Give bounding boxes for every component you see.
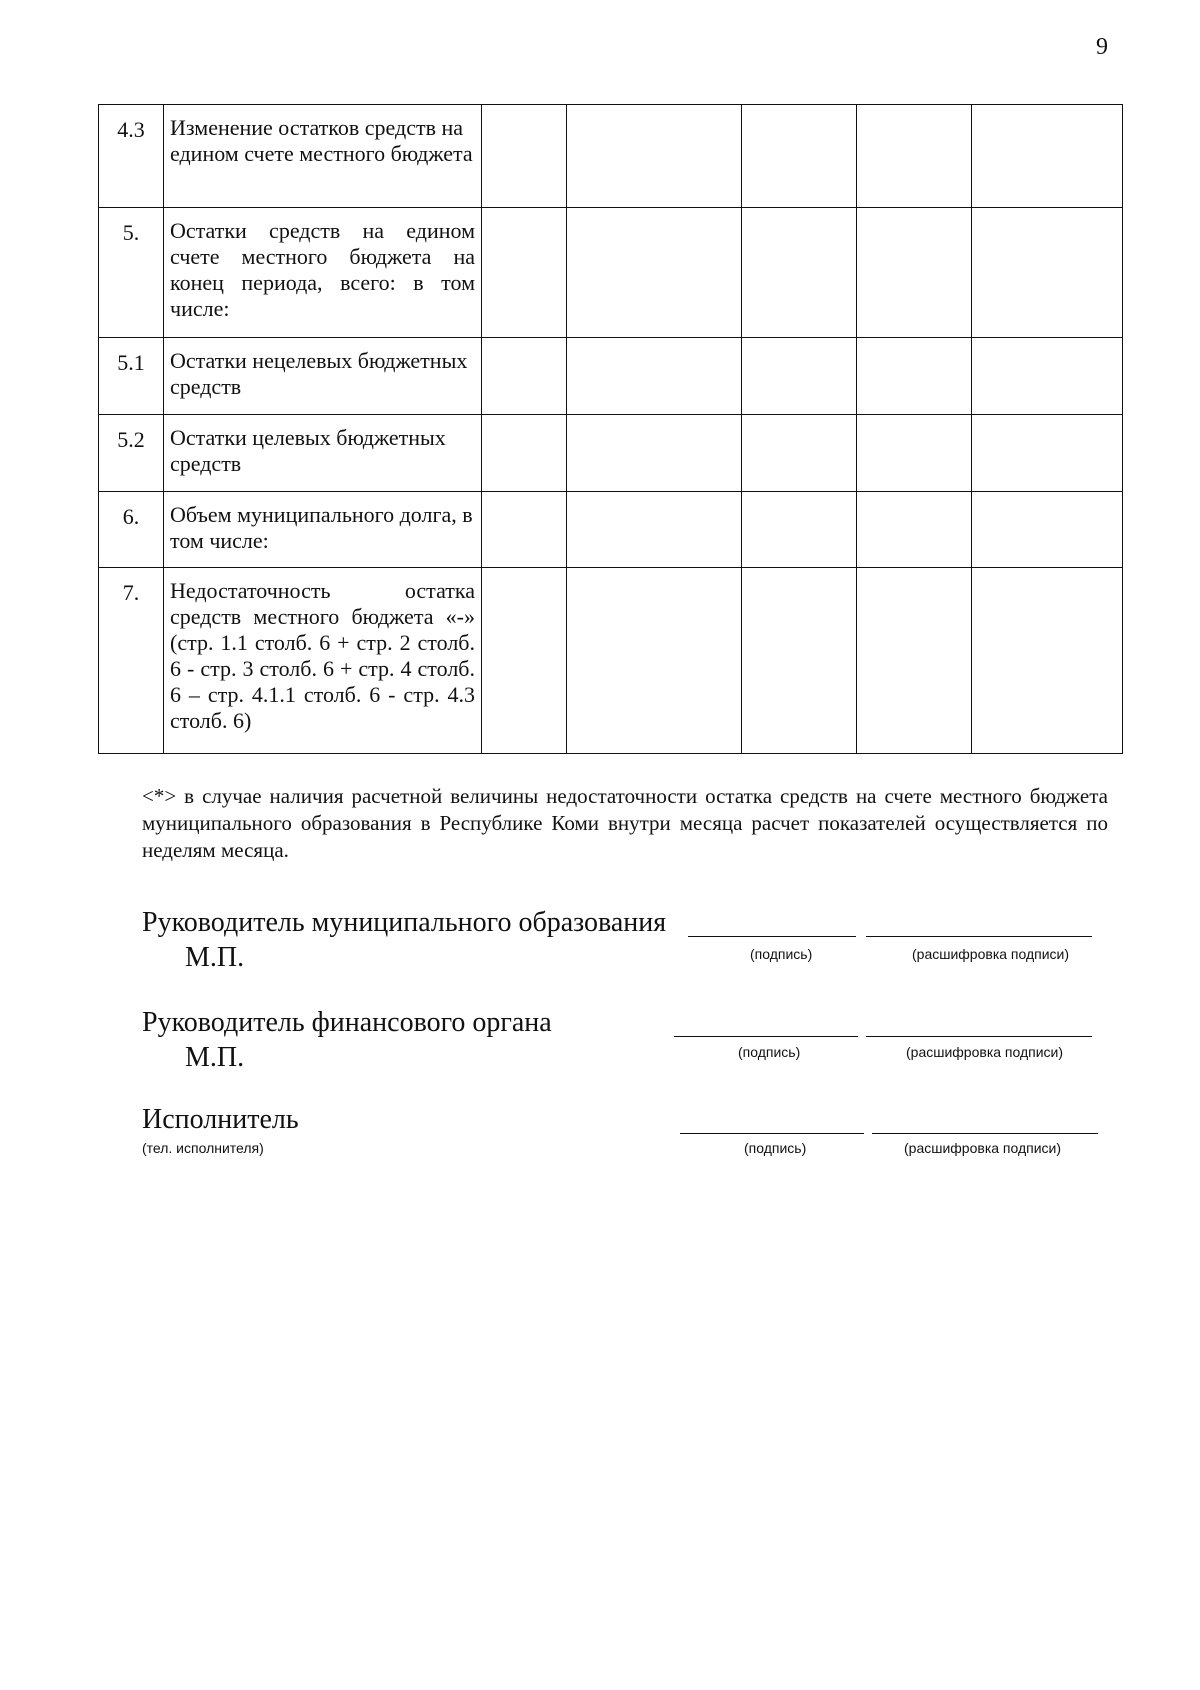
- row-number: 5.1: [99, 338, 164, 415]
- table-cell: [857, 568, 972, 754]
- executor-title: Исполнитель: [142, 1104, 299, 1135]
- table-cell: [972, 568, 1123, 754]
- signature-line: [674, 1036, 858, 1037]
- decode-caption: (расшифровка подписи): [912, 946, 1070, 962]
- row-description: Остатки средств на едином счете местного бюджета на конец периода, всего: в том числе:: [164, 208, 482, 338]
- table-cell: [857, 208, 972, 338]
- table-cell: [972, 338, 1123, 415]
- row-description: Остатки целевых бюджетных средств: [164, 415, 482, 492]
- table-cell: [742, 338, 857, 415]
- table-cell: [857, 338, 972, 415]
- page-number: 9: [1096, 34, 1108, 60]
- signature-line: [688, 936, 856, 937]
- table-cell: [742, 568, 857, 754]
- decode-line: [872, 1133, 1098, 1134]
- stamp-mark: М.П.: [185, 1042, 245, 1073]
- table-cell: [857, 492, 972, 568]
- table-cell: [482, 208, 567, 338]
- table-row: [99, 105, 1123, 208]
- table-cell: [482, 492, 567, 568]
- stamp-mark: М.П.: [185, 942, 245, 973]
- table-cell: [972, 208, 1123, 338]
- signature-caption: (подпись): [738, 1044, 801, 1060]
- table-row: [99, 415, 1123, 492]
- table-cell: [567, 568, 742, 754]
- table-row: [99, 568, 1123, 754]
- table-cell: [567, 492, 742, 568]
- table-cell: [567, 208, 742, 338]
- decode-caption: (расшифровка подписи): [904, 1140, 1062, 1156]
- table-cell: [742, 208, 857, 338]
- row-number: 5.2: [99, 415, 164, 492]
- table-cell: [742, 492, 857, 568]
- row-description: Остатки нецелевых бюджетных средств: [164, 338, 482, 415]
- table-cell: [482, 105, 567, 208]
- table-cell: [857, 415, 972, 492]
- table-cell: [972, 492, 1123, 568]
- table-cell: [567, 415, 742, 492]
- signature-caption: (подпись): [750, 946, 813, 962]
- head-finance-title: Руководитель финансового органа: [142, 1007, 552, 1038]
- table-cell: [567, 105, 742, 208]
- row-number: 4.3: [99, 105, 164, 208]
- table-row: [99, 338, 1123, 415]
- table-cell: [972, 105, 1123, 208]
- report-table: [98, 104, 1123, 754]
- table-cell: [482, 568, 567, 754]
- table-row: [99, 208, 1123, 338]
- table-cell: [482, 415, 567, 492]
- table-row: [99, 492, 1123, 568]
- row-description: Объем муниципального долга, в том числе:: [164, 492, 482, 568]
- table-cell: [972, 415, 1123, 492]
- signature-line: [680, 1133, 864, 1134]
- decode-line: [866, 1036, 1092, 1037]
- table-cell: [482, 338, 567, 415]
- row-number: 7.: [99, 568, 164, 754]
- table-cell: [567, 338, 742, 415]
- signature-caption: (подпись): [744, 1140, 807, 1156]
- table-cell: [742, 415, 857, 492]
- footnote: <*> в случае наличия расчетной величины недостаточности остатка средств на счете местного бюджета муниципального образования в Республике Коми внутри месяца расчет показателей осуществляется по неделям месяца.: [142, 784, 1108, 862]
- table-cell: [742, 105, 857, 208]
- row-number: 5.: [99, 208, 164, 338]
- phone-caption: (тел. исполнителя): [142, 1140, 264, 1156]
- row-description: Недостаточность остатка средств местного бюджета «-» (стр. 1.1 столб. 6 + стр. 2 столб. 6 - стр. 3 столб. 6 + стр. 4 столб. 6 – стр. 4.1.1 столб. 6 - стр. 4.3 столб. 6): [164, 568, 482, 754]
- head-municipal-title: Руководитель муниципального образования: [142, 907, 667, 938]
- decode-line: [866, 936, 1092, 937]
- decode-caption: (расшифровка подписи): [906, 1044, 1064, 1060]
- table-cell: [857, 105, 972, 208]
- row-number: 6.: [99, 492, 164, 568]
- row-description: Изменение остатков средств на едином счете местного бюджета: [164, 105, 482, 208]
